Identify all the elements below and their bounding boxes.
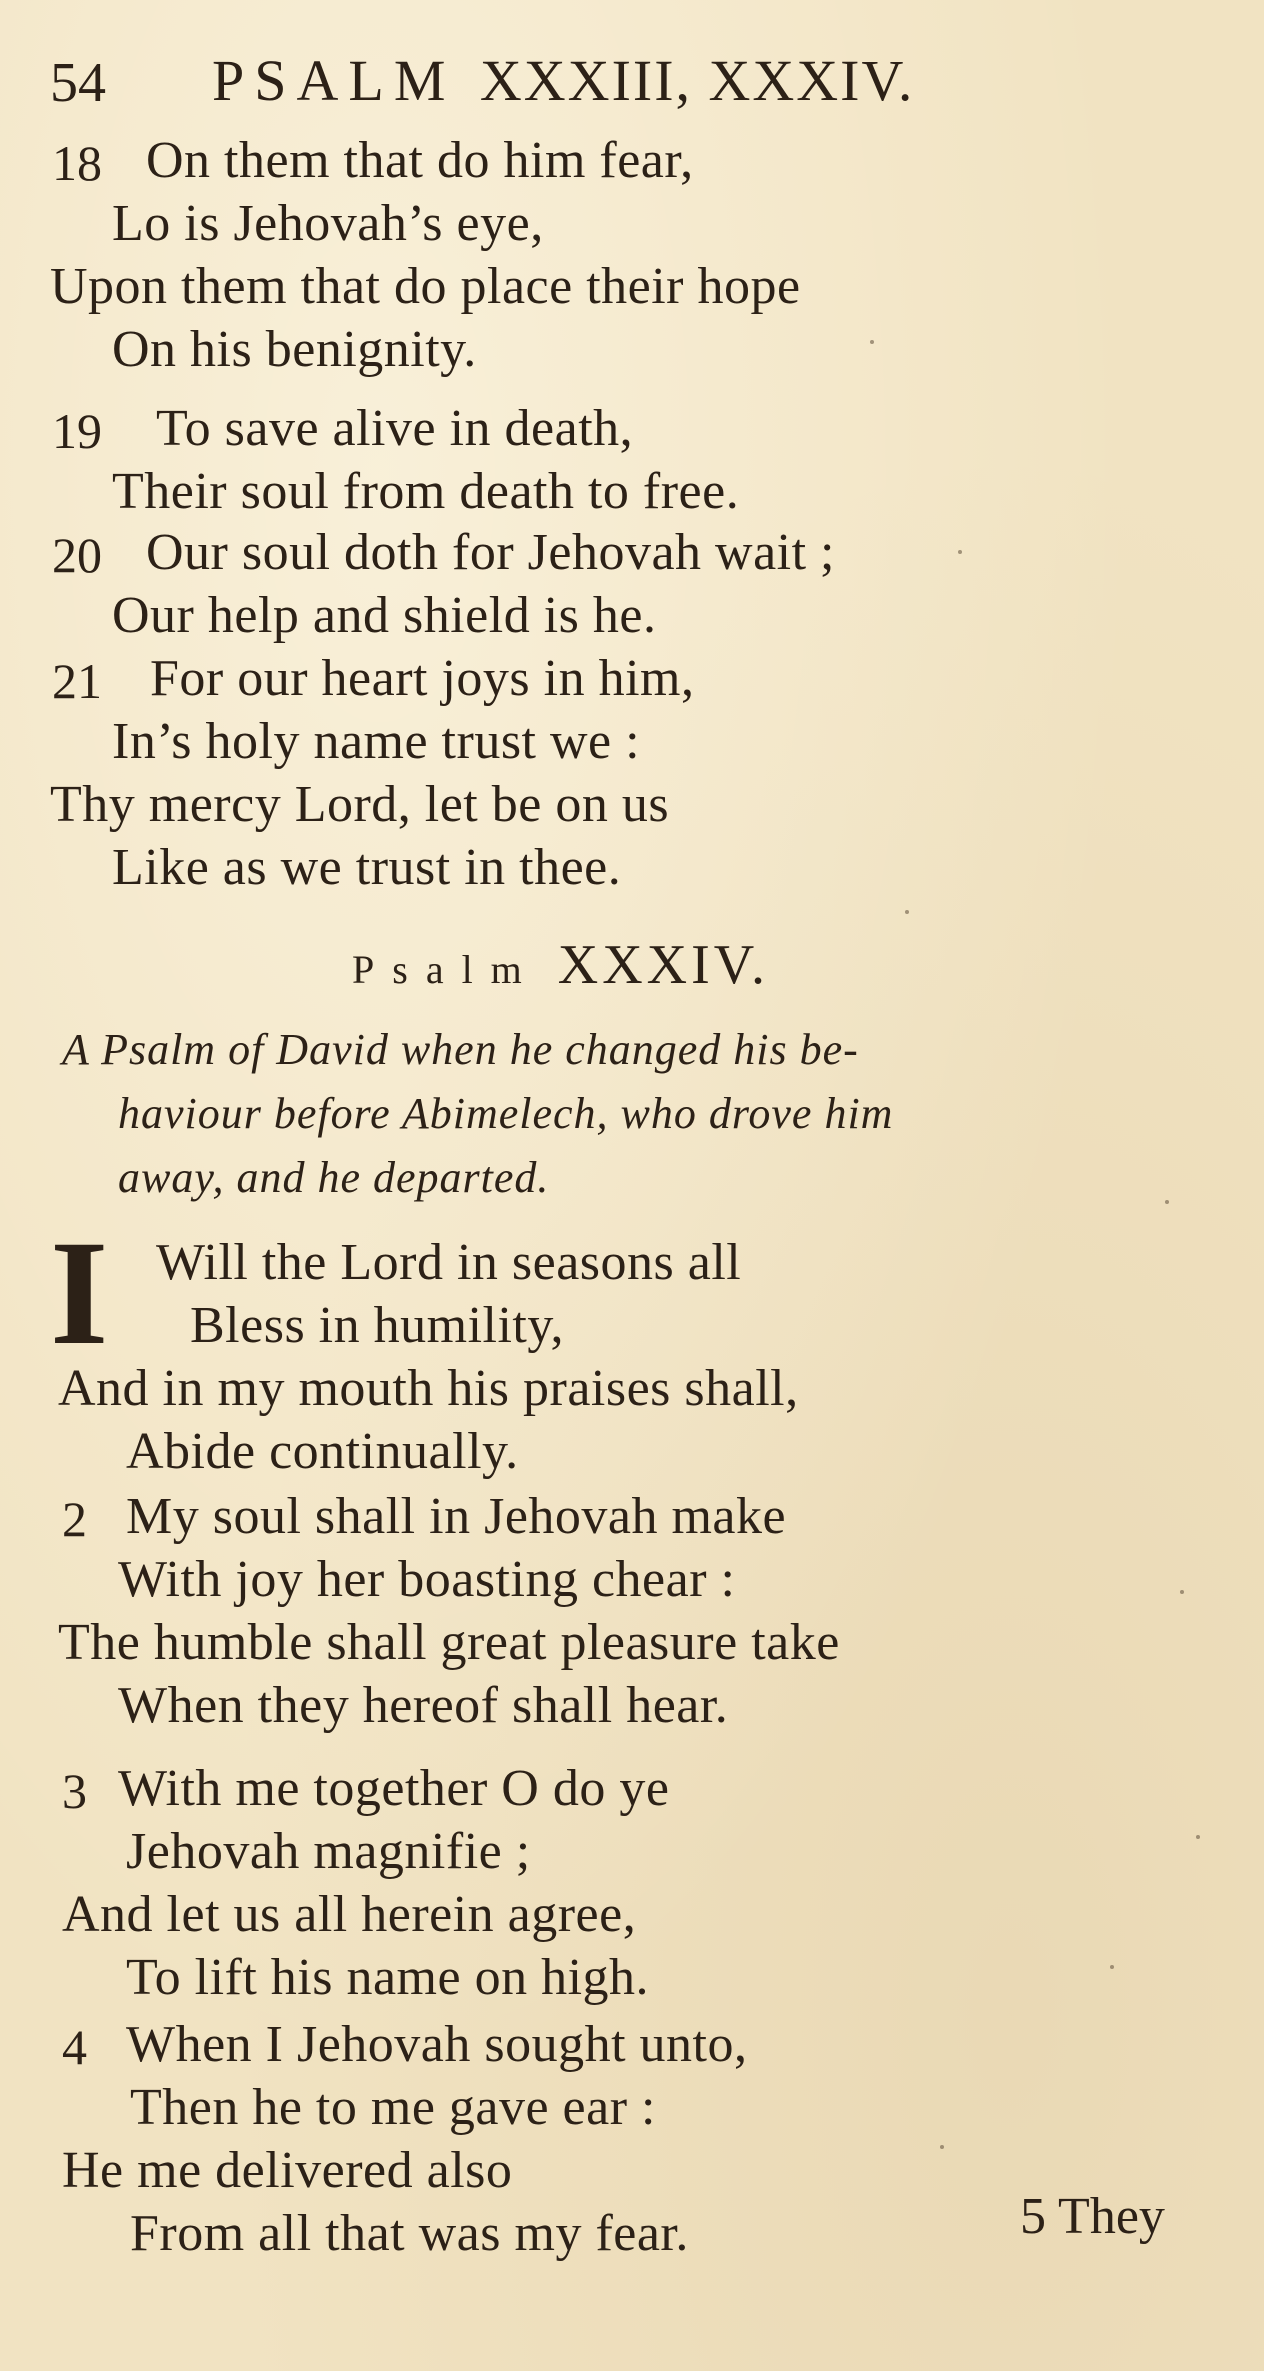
- verse-line: And in my mouth his praises shall,: [58, 1360, 799, 1417]
- verse-number: 3: [62, 1763, 87, 1819]
- running-header: [212, 46, 914, 116]
- verse-line: Lo is Jehovah’s eye,: [112, 195, 544, 252]
- verse-line: On them that do him fear,: [146, 132, 694, 189]
- verse-line: Like as we trust in thee.: [112, 839, 622, 896]
- verse-number: 19: [52, 403, 102, 459]
- verse-line: And let us all herein agree,: [62, 1886, 637, 1943]
- superscription-line: A Psalm of David when he changed his be-: [62, 1025, 859, 1074]
- verse-number: 21: [52, 653, 102, 709]
- verse-line: In’s holy name trust we :: [112, 713, 641, 770]
- page-number: 54: [50, 52, 106, 114]
- psalm-heading-number: XXXIV.: [557, 934, 769, 996]
- verse-number: 4: [62, 2019, 87, 2075]
- verse-line: When I Jehovah sought unto,: [126, 2016, 748, 2073]
- verse-number: 2: [62, 1491, 87, 1547]
- paper-speck: [870, 340, 874, 344]
- verse-line: Our help and shield is he.: [112, 587, 657, 644]
- verse-line: To lift his name on high.: [126, 1949, 650, 2006]
- paper-speck: [1165, 1200, 1169, 1204]
- verse-line: Thy mercy Lord, let be on us: [50, 776, 670, 833]
- verse-line: With me together O do ye: [118, 1760, 670, 1817]
- verse-line: To save alive in death,: [156, 400, 634, 457]
- psalm-heading-word: Psalm: [352, 947, 540, 992]
- drop-cap: I: [50, 1210, 109, 1376]
- verse-line: He me delivered also: [62, 2142, 513, 2199]
- verse-line: Bless in humility,: [190, 1297, 564, 1354]
- verse-line: Our soul doth for Jehovah wait ;: [146, 524, 836, 581]
- verse-line: On his benignity.: [112, 321, 477, 378]
- verse-line: My soul shall in Jehovah make: [126, 1488, 787, 1545]
- paper-speck: [1110, 1965, 1114, 1969]
- verse-line: Will the Lord in seasons all: [156, 1234, 742, 1291]
- verse-line: Their soul from death to free.: [112, 463, 740, 520]
- psalm-heading: [352, 932, 769, 1003]
- verse-line: When they hereof shall hear.: [118, 1677, 729, 1734]
- running-header-word: PSALM: [212, 48, 456, 113]
- verse-line: For our heart joys in him,: [150, 650, 695, 707]
- catchword: 5 They: [1020, 2188, 1165, 2245]
- paper-speck: [1180, 1590, 1184, 1594]
- paper-speck: [940, 2145, 944, 2149]
- paper-speck: [958, 550, 962, 554]
- verse-line: From all that was my fear.: [130, 2205, 689, 2262]
- running-header-numbers: XXXIII, XXXIV.: [479, 48, 915, 113]
- verse-line: The humble shall great pleasure take: [58, 1614, 840, 1671]
- paper-speck: [905, 910, 909, 914]
- verse-number: 18: [52, 135, 102, 191]
- verse-line: Jehovah magnifie ;: [126, 1823, 531, 1880]
- superscription-line: haviour before Abimelech, who drove him: [118, 1089, 894, 1138]
- verse-line: With joy her boasting chear :: [118, 1551, 736, 1608]
- verse-line: Upon them that do place their hope: [50, 258, 801, 315]
- verse-line: Abide continually.: [126, 1423, 519, 1480]
- verse-number: 20: [52, 527, 102, 583]
- verse-line: Then he to me gave ear :: [130, 2079, 656, 2136]
- paper-speck: [1196, 1835, 1200, 1839]
- superscription-line: away, and he departed.: [118, 1153, 550, 1202]
